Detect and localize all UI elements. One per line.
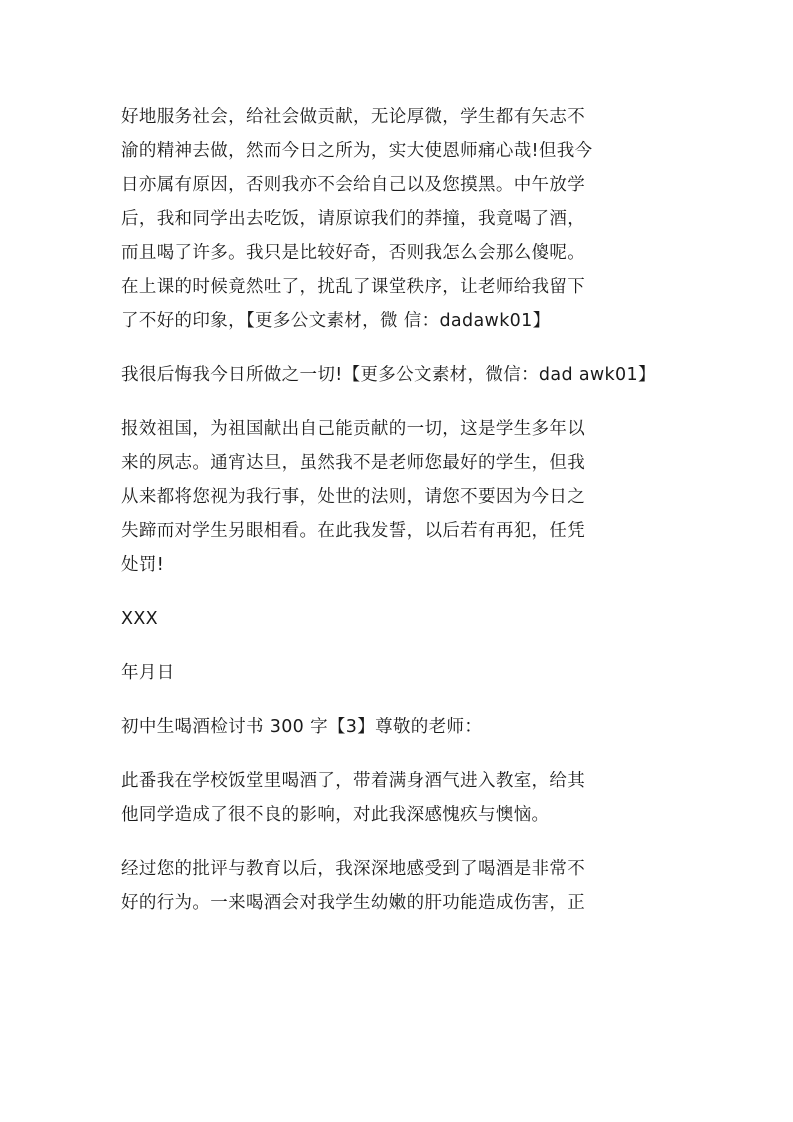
text-line: 后，我和同学出去吃饭，请原谅我们的莽撞，我竟喝了酒， (121, 209, 586, 229)
text-line: 报效祖国，为祖国献出自己能贡献的一切，这是学生多年以 (121, 419, 586, 439)
text-line: 在上课的时候竟然吐了，扰乱了课堂秩序，让老师给我留下 (121, 277, 586, 297)
text-line: XXX (121, 609, 159, 629)
signature-date (121, 656, 683, 690)
text-line: 从来都将您视为我行事，处世的法则，请您不要因为今日之 (121, 487, 586, 507)
paragraph-5 (121, 852, 683, 920)
text-line: 好的行为。一来喝酒会对我学生幼嫩的肝功能造成伤害，正 (121, 893, 586, 913)
text-line: 此番我在学校饭堂里喝酒了，带着满身酒气进入教室，给其 (121, 771, 586, 791)
text-line: 他同学造成了很不良的影响，对此我深感愧疚与懊恼。 (121, 805, 550, 825)
text-line: 而且喝了许多。我只是比较好奇，否则我怎么会那么傻呢。 (121, 243, 586, 263)
document-body (121, 100, 683, 940)
section-heading (121, 710, 683, 744)
text-line: 我很后悔我今日所做之一切!【更多公文素材，微信：dad awk01】 (121, 365, 656, 385)
text-line: 了不好的印象，【更多公文素材，微 信：dadawk01】 (121, 311, 551, 331)
text-line: 处罚! (121, 555, 165, 575)
text-line: 年月日 (121, 663, 175, 683)
text-line: 初中生喝酒检讨书 300 字【3】尊敬的老师： (121, 717, 483, 737)
text-line: 经过您的批评与教育以后，我深深地感受到了喝酒是非常不 (121, 859, 586, 879)
text-line: 来的夙志。通宵达旦，虽然我不是老师您最好的学生，但我 (121, 453, 586, 473)
paragraph-2 (121, 358, 683, 392)
paragraph-3 (121, 412, 683, 582)
text-line: 日亦属有原因，否则我亦不会给自己以及您摸黑。中午放学 (121, 175, 586, 195)
text-line: 渝的精神去做，然而今日之所为，实大使恩师痛心哉!但我今 (121, 141, 593, 161)
text-line: 失蹄而对学生另眼相看。在此我发誓，以后若有再犯，任凭 (121, 521, 586, 541)
text-line: 好地服务社会，给社会做贡献，无论厚微，学生都有矢志不 (121, 107, 586, 127)
paragraph-4 (121, 764, 683, 832)
paragraph-1 (121, 100, 683, 338)
signature-name (121, 602, 683, 636)
